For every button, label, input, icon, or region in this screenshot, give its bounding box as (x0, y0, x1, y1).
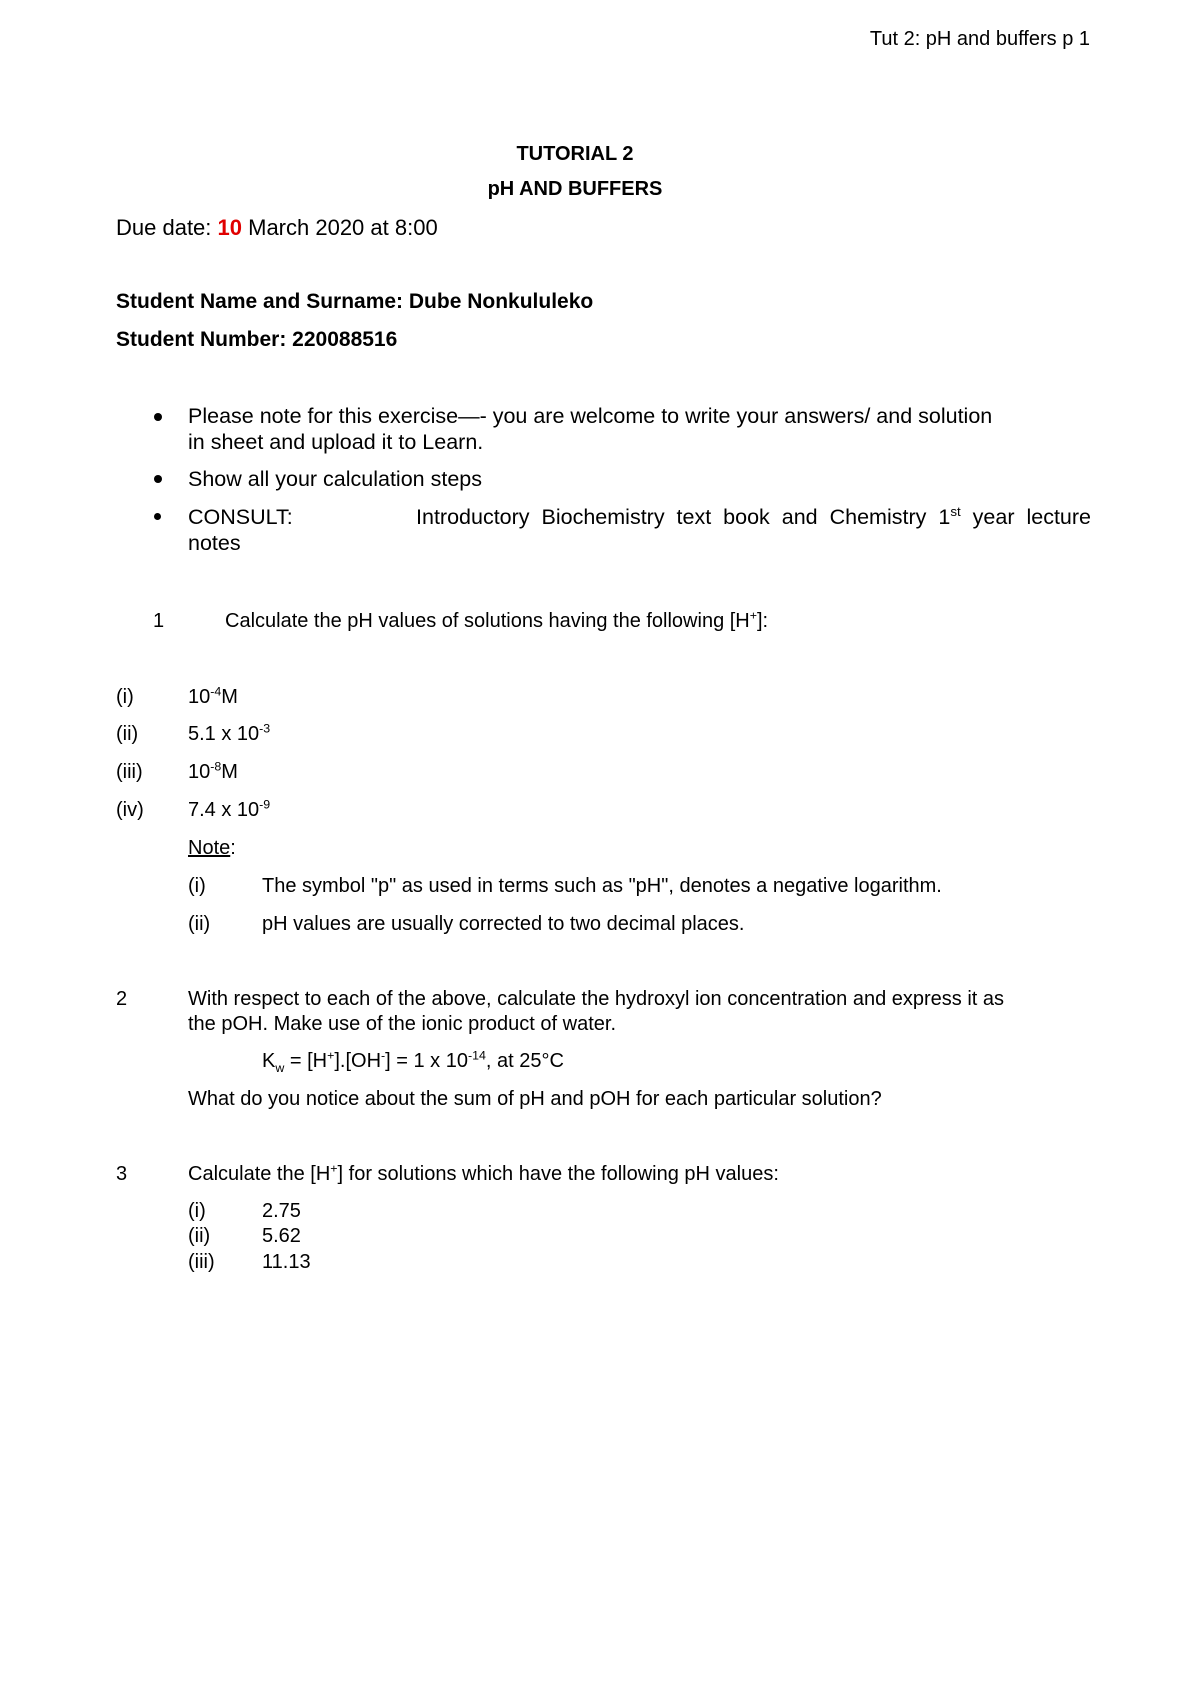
q2-number: 2 (116, 988, 128, 1010)
q3-text: Calculate the [H+] for solutions which have the following pH values: (188, 1161, 779, 1185)
student-name (116, 290, 593, 314)
note-heading: Note: (188, 837, 236, 859)
q1-item-label: (i) (116, 686, 134, 708)
due-date-prefix: Due date: (116, 215, 218, 240)
bullet-dot (154, 413, 162, 421)
student-name-label: Student Name and Surname: (116, 290, 409, 313)
bullet-1-line-2: in sheet and upload it to Learn. (188, 430, 484, 454)
q1-item-value: 5.1 x $10^{-3}$ (188, 721, 271, 745)
q3-item-label: (i) (188, 1200, 206, 1222)
due-date (116, 215, 438, 241)
student-number-value: 220088516 (292, 328, 398, 351)
q1-item-value: $10^{-8}M$ (188, 759, 238, 783)
bullet-3-line-1 (188, 505, 1091, 530)
q1-item-label: (ii) (116, 723, 139, 745)
q2-question: What do you notice about the sum of pH and pOH for each particular solution? (188, 1088, 882, 1110)
consult-label: CONSULT: (188, 505, 293, 529)
q3-item-value: 11.13 (262, 1251, 311, 1273)
q1-text: Calculate the pH values of solutions having the following [H+]: (225, 608, 769, 632)
bullet-dot (154, 513, 161, 520)
q3-item-value: 2.75 (262, 1200, 301, 1222)
running-header: Tut 2: pH and buffers p 1 (869, 28, 1090, 50)
q2-line-2: the pOH. Make use of the ionic product of water. (188, 1013, 617, 1035)
bullet-3-line-2: notes (188, 531, 241, 555)
note-label: (ii) (188, 913, 211, 935)
q1-item-label: (iii) (116, 761, 143, 783)
q1-item-value: $10^{-4}M$ (188, 684, 238, 708)
due-date-day: 10 (217, 215, 242, 240)
note-text: The symbol "p" as used in terms such as "pH", denotes a negative logarithm. (262, 875, 942, 897)
q3-item-label: (ii) (188, 1225, 211, 1247)
bullet-1-line-1: Please note for this exercise—- you are welcome to write your answers/ and solution (188, 404, 993, 428)
title-line-1: TUTORIAL 2 (516, 143, 634, 165)
due-date-suffix: March 2020 at 8:00 (242, 215, 438, 240)
q3-number: 3 (116, 1163, 128, 1185)
q2-equation: $K_w = [H^+].[OH^-] = 1$ x $10^{-14}$, at 25°C (262, 1048, 564, 1075)
bullet-2: Show all your calculation steps (188, 467, 482, 491)
q2-line-1: With respect to each of the above, calculate the hydroxyl ion concentration and express it as (188, 988, 1005, 1010)
title-line-2: pH AND BUFFERS (487, 178, 663, 200)
bullet-dot (154, 475, 162, 483)
note-text: pH values are usually corrected to two decimal places. (262, 913, 745, 935)
q3-item-value: 5.62 (262, 1225, 301, 1247)
q1-item-value: 7.4 x $10^{-9}$ (188, 797, 271, 821)
q1-number: 1 (153, 610, 165, 632)
q3-item-label: (iii) (188, 1251, 215, 1273)
note-label: (i) (188, 875, 206, 897)
student-name-value: Dube Nonkululeko (408, 290, 594, 313)
consult-text: Introductory Biochemistry text book and Chemistry 1st year lecture (416, 503, 1091, 529)
q1-item-label: (iv) (116, 799, 144, 821)
student-number-label: Student Number: (116, 328, 293, 351)
student-number (116, 328, 397, 352)
